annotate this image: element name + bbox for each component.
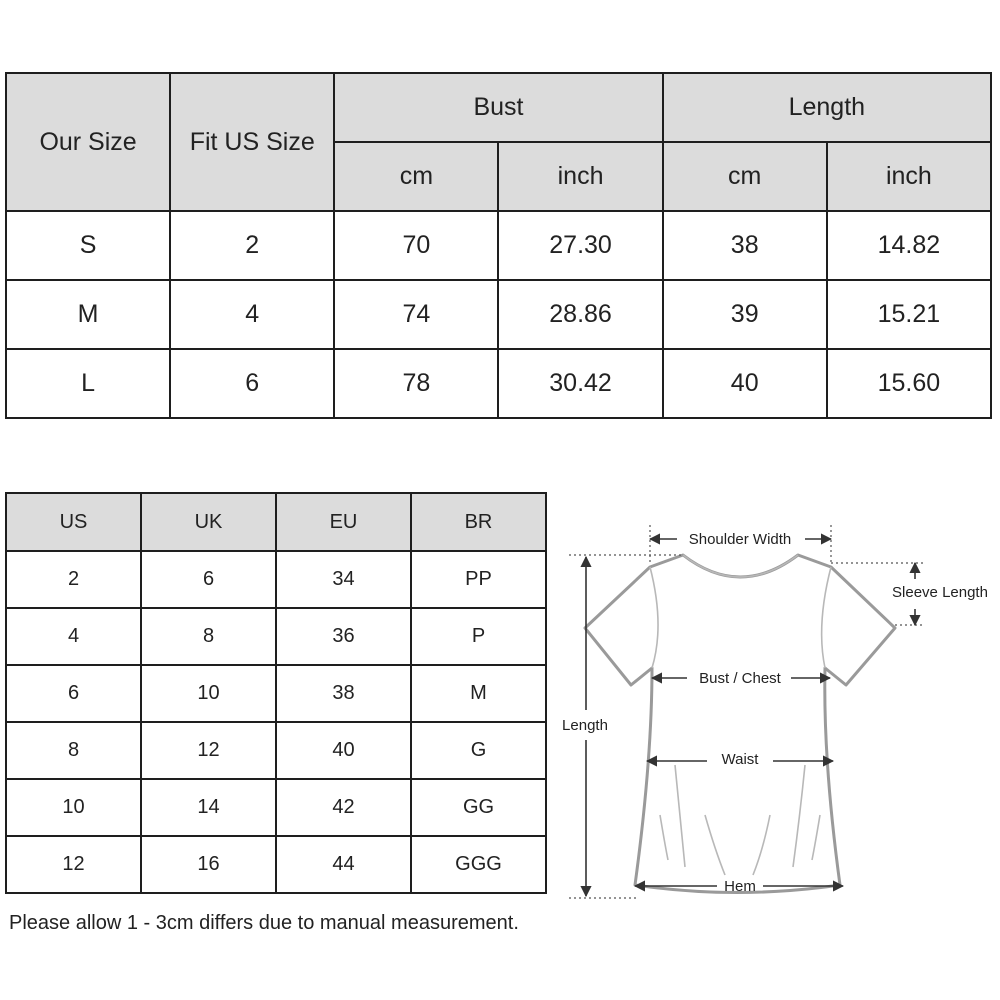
- cell-eu: 36: [276, 608, 411, 665]
- cell-our-size: M: [6, 280, 170, 349]
- cell-length-cm: 38: [663, 211, 827, 280]
- cell-fit-us: 2: [170, 211, 334, 280]
- cell-bust-cm: 74: [334, 280, 498, 349]
- header-fit-us-size: Fit US Size: [170, 73, 334, 211]
- measurement-note: Please allow 1 - 3cm differs due to manual measurement.: [9, 912, 519, 934]
- table-row: [6, 722, 546, 779]
- cell-bust-inch: 28.86: [498, 280, 662, 349]
- cell-uk: 6: [141, 551, 276, 608]
- cell-us: 4: [6, 608, 141, 665]
- size-conversion-table: [5, 492, 547, 894]
- header-bust-inch: inch: [498, 142, 662, 211]
- cell-bust-inch: 27.30: [498, 211, 662, 280]
- cell-br: GG: [411, 779, 546, 836]
- cell-our-size: S: [6, 211, 170, 280]
- header-us: US: [6, 493, 141, 551]
- cell-length-inch: 15.60: [827, 349, 991, 418]
- header-eu: EU: [276, 493, 411, 551]
- cell-fit-us: 6: [170, 349, 334, 418]
- cell-us: 2: [6, 551, 141, 608]
- table-row: [6, 349, 991, 418]
- table-row: [6, 665, 546, 722]
- header-bust: Bust: [334, 73, 662, 142]
- cell-uk: 8: [141, 608, 276, 665]
- header-length: Length: [663, 73, 991, 142]
- cell-uk: 10: [141, 665, 276, 722]
- tshirt-measurement-diagram: [555, 515, 1000, 915]
- cell-length-cm: 40: [663, 349, 827, 418]
- table-row: [6, 608, 546, 665]
- header-bust-cm: cm: [334, 142, 498, 211]
- cell-br: P: [411, 608, 546, 665]
- header-our-size: Our Size: [6, 73, 170, 211]
- tshirt-outline: [585, 555, 895, 893]
- cell-bust-cm: 70: [334, 211, 498, 280]
- label-sleeve-length: Sleeve Length: [892, 584, 988, 601]
- cell-eu: 40: [276, 722, 411, 779]
- table-row: [6, 836, 546, 893]
- cell-us: 10: [6, 779, 141, 836]
- table-row: [6, 280, 991, 349]
- label-waist: Waist: [721, 751, 759, 768]
- label-length: Length: [562, 717, 608, 734]
- cell-uk: 14: [141, 779, 276, 836]
- cell-length-inch: 14.82: [827, 211, 991, 280]
- cell-bust-inch: 30.42: [498, 349, 662, 418]
- header-length-cm: cm: [663, 142, 827, 211]
- label-shoulder-width: Shoulder Width: [688, 531, 792, 548]
- label-hem: Hem: [724, 878, 756, 895]
- size-chart-table: [5, 72, 992, 419]
- header-length-inch: inch: [827, 142, 991, 211]
- table-row: [6, 551, 546, 608]
- header-uk: UK: [141, 493, 276, 551]
- cell-eu: 34: [276, 551, 411, 608]
- cell-us: 6: [6, 665, 141, 722]
- cell-our-size: L: [6, 349, 170, 418]
- cell-bust-cm: 78: [334, 349, 498, 418]
- cell-uk: 12: [141, 722, 276, 779]
- cell-br: PP: [411, 551, 546, 608]
- cell-br: G: [411, 722, 546, 779]
- table-row: [6, 779, 546, 836]
- table-row: [6, 211, 991, 280]
- cell-uk: 16: [141, 836, 276, 893]
- cell-length-inch: 15.21: [827, 280, 991, 349]
- cell-us: 12: [6, 836, 141, 893]
- header-br: BR: [411, 493, 546, 551]
- cell-us: 8: [6, 722, 141, 779]
- label-bust-chest: Bust / Chest: [699, 670, 781, 687]
- cell-br: M: [411, 665, 546, 722]
- cell-eu: 44: [276, 836, 411, 893]
- cell-length-cm: 39: [663, 280, 827, 349]
- cell-eu: 42: [276, 779, 411, 836]
- cell-eu: 38: [276, 665, 411, 722]
- cell-br: GGG: [411, 836, 546, 893]
- cell-fit-us: 4: [170, 280, 334, 349]
